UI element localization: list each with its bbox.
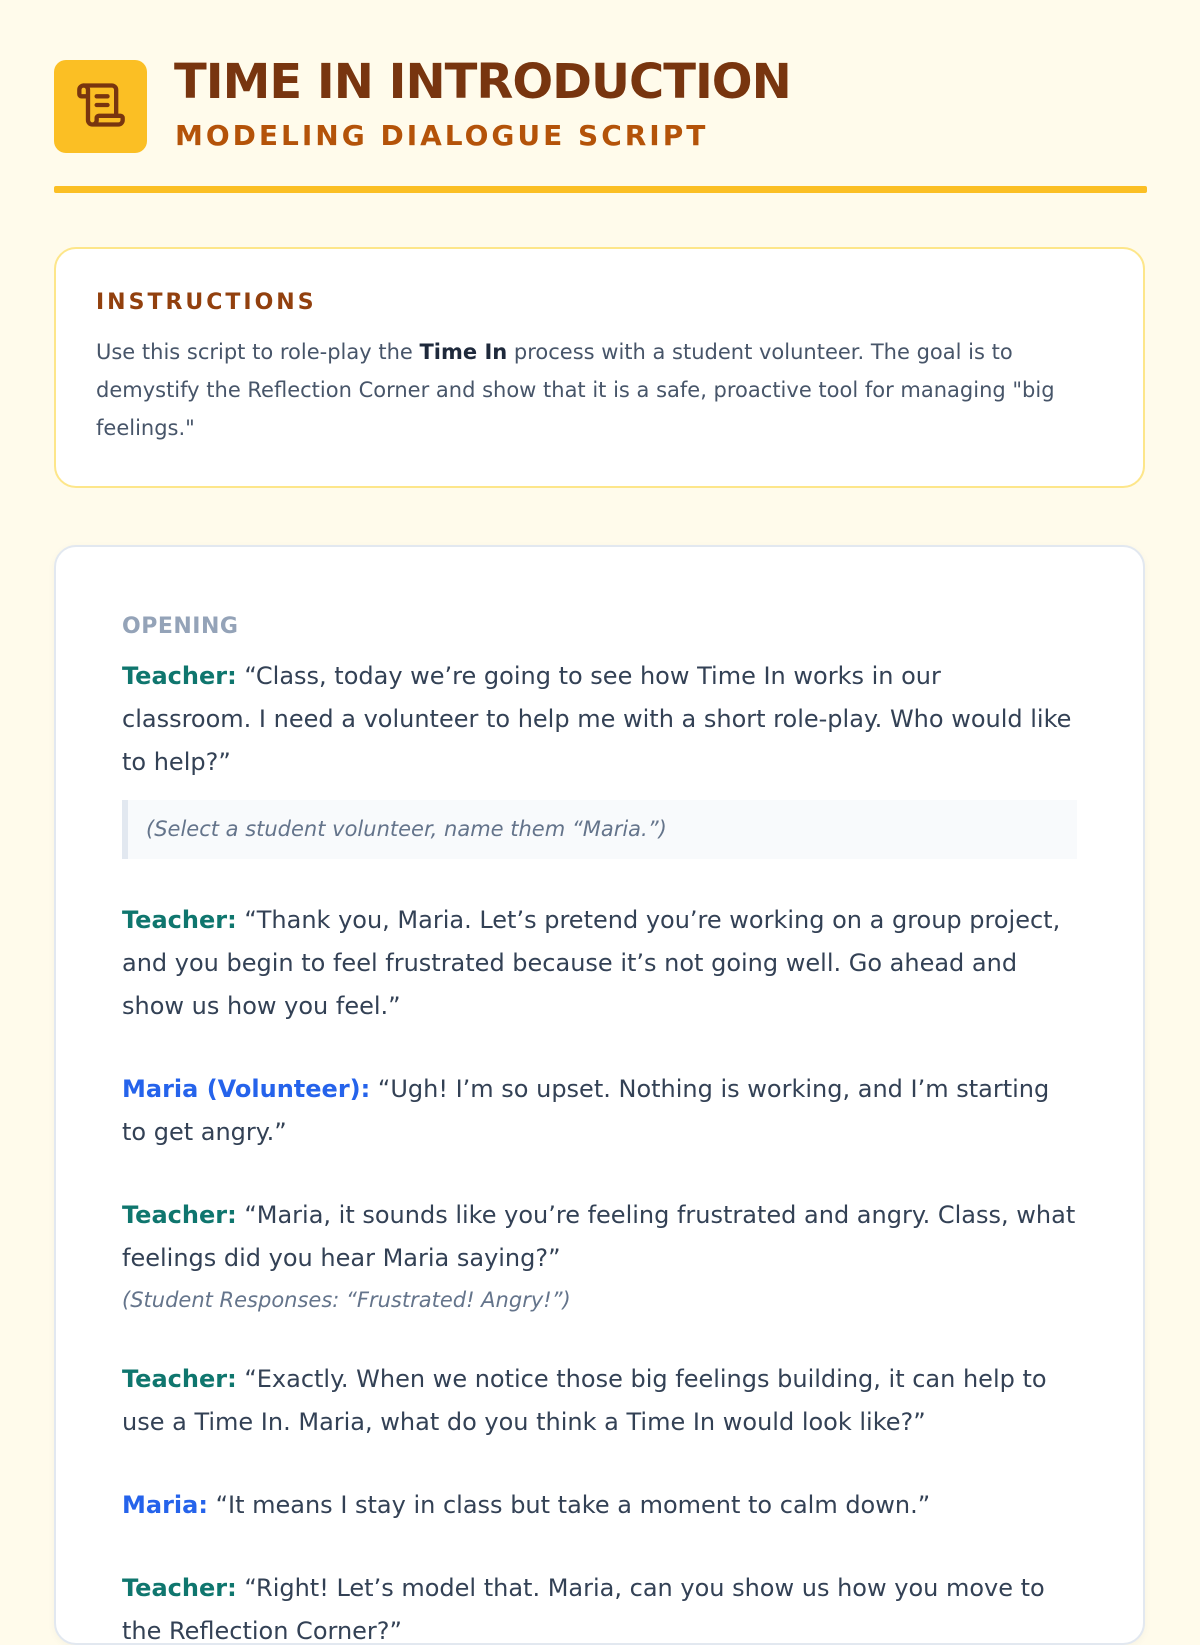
- speaker-name: Maria (Volunteer):: [122, 1075, 371, 1103]
- instructions-card: [54, 247, 1145, 488]
- page-subtitle: MODELING DIALOGUE SCRIPT: [175, 119, 709, 152]
- dialogue-line: [122, 1194, 1077, 1280]
- speaker-name: Teacher:: [122, 1201, 237, 1229]
- student-responses: (Student Responses: “Frustrated! Angry!”): [122, 1288, 571, 1312]
- dialogue-text: “Ugh! I’m so upset. Nothing is working, and I’m starting to get angry.”: [122, 1075, 1050, 1146]
- dialogue-line: [122, 1567, 1077, 1645]
- speaker-name: Maria:: [122, 1491, 208, 1519]
- speaker-name: Teacher:: [122, 1365, 237, 1393]
- speaker-name: Teacher:: [122, 1574, 237, 1602]
- dialogue-line: [122, 1068, 1077, 1154]
- dialogue-text: “Class, today we’re going to see how Time In works in our classroom. I need a volunteer to help me with a short role-play. Who would like to help?”: [122, 662, 1072, 776]
- instructions-heading: INSTRUCTIONS: [96, 290, 317, 315]
- instructions-text-end: process with a student volunteer. The goal is to demystify the Reflection Corner and show that it is a safe, proactive tool for managing "big feelings.": [96, 340, 1055, 440]
- stage-direction: (Select a student volunteer, name them “Maria.”): [122, 800, 1077, 859]
- dialogue-line: [122, 655, 1077, 784]
- instructions-text: [96, 333, 1103, 447]
- speaker-name: Teacher:: [122, 906, 237, 934]
- section-label-opening: OPENING: [122, 614, 239, 639]
- dialogue-line: [122, 1484, 1077, 1527]
- dialogue-text: “Right! Let’s model that. Maria, can you show us how you move to the Reflection Corner?”: [122, 1574, 1045, 1645]
- header: [54, 0, 1147, 194]
- header-divider: [54, 186, 1147, 193]
- speaker-name: Teacher:: [122, 662, 237, 690]
- dialogue-text: “Exactly. When we notice those big feelings building, it can help to use a Time In. Maria, what do you think a Time In would look like?”: [122, 1365, 1047, 1436]
- scroll-icon: [75, 79, 127, 135]
- dialogue-text: “Maria, it sounds like you’re feeling frustrated and angry. Class, what feelings did you hear Maria saying?”: [122, 1201, 1076, 1272]
- page-title: TIME IN INTRODUCTION: [174, 54, 791, 110]
- dialogue-line: [122, 899, 1077, 1028]
- dialogue-text: “It means I stay in class but take a moment to calm down.”: [207, 1491, 931, 1519]
- instructions-text-start: Use this script to role-play the: [96, 340, 420, 364]
- dialogue-line: [122, 1358, 1077, 1444]
- dialogue-text: “Thank you, Maria. Let’s pretend you’re working on a group project, and you begin to feel frustrated because it’s not going well. Go ahead and show us how you feel.”: [122, 906, 1061, 1020]
- script-card: [54, 545, 1145, 1645]
- instructions-text-bold: Time In: [419, 340, 508, 364]
- logo: [54, 60, 147, 153]
- page: [54, 0, 1147, 1645]
